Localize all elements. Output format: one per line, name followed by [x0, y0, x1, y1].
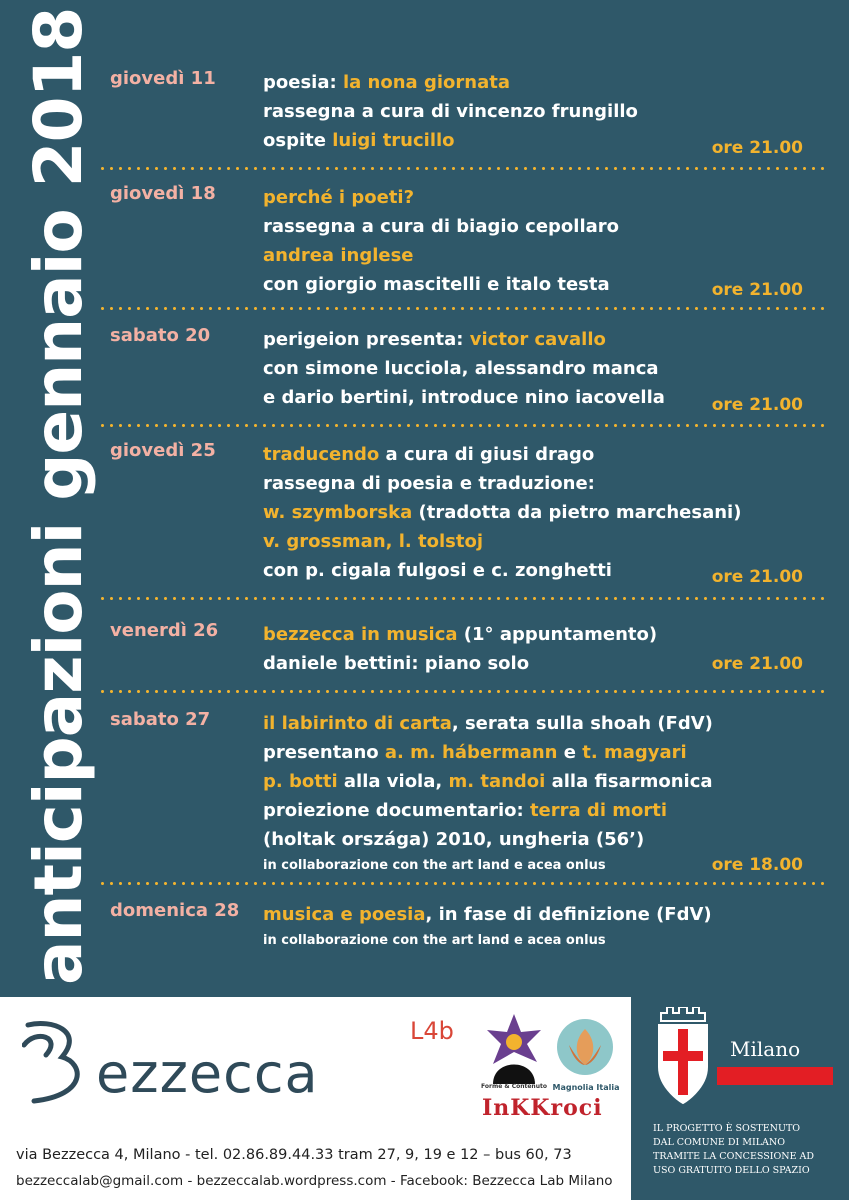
- event-text: in collaborazione con the art land e acea onlus: [263, 858, 606, 873]
- milano-text-line: DAL COMUNE DI MILANO: [653, 1137, 786, 1148]
- contact-online: bezzeccalab@gmail.com - bezzeccalab.wordpress.com - Facebook: Bezzecca Lab Milano: [16, 1173, 613, 1189]
- dotted-separator: [98, 690, 828, 693]
- event-line: [263, 767, 823, 796]
- event-text: rassegna a cura di vincenzo frungillo: [263, 101, 638, 122]
- event-time: ore 18.00: [711, 855, 803, 875]
- event-time: ore 21.00: [711, 567, 803, 587]
- logo-wordmark: ezzecca: [96, 1042, 319, 1105]
- event-text: e: [557, 742, 583, 763]
- highlight-text: v. grossman, l. tolstoj: [263, 531, 484, 552]
- highlight-text: m. tandoi: [448, 771, 546, 792]
- event-line: [263, 440, 823, 469]
- event-text: con giorgio mascitelli e italo testa: [263, 274, 610, 295]
- highlight-text: a. m. hábermann: [384, 742, 558, 763]
- highlight-text: il labirinto di carta: [263, 713, 452, 734]
- event-line: [263, 212, 823, 241]
- highlight-text: andrea inglese: [263, 245, 414, 266]
- event-line: [263, 469, 823, 498]
- event-line: [263, 900, 823, 929]
- event-day: giovedì 11: [110, 68, 216, 89]
- event-text: (holtak országa) 2010, ungheria (56’): [263, 829, 645, 850]
- highlight-text: t. magyari: [582, 742, 687, 763]
- event-text: con p. cigala fulgosi e c. zonghetti: [263, 560, 612, 581]
- event-time: ore 21.00: [711, 138, 803, 158]
- dotted-separator: [98, 424, 828, 427]
- event-line: [263, 325, 823, 354]
- milano-text-line: IL PROGETTO È SOSTENUTO: [653, 1123, 801, 1134]
- event-text: (1° appuntamento): [457, 624, 658, 645]
- contact-address: via Bezzecca 4, Milano - tel. 02.86.89.44.33 tram 27, 9, 19 e 12 – bus 60, 73: [16, 1147, 572, 1163]
- event-line: [263, 498, 823, 527]
- inkkroci-logo: InKKroci: [482, 1095, 603, 1121]
- event-day: giovedì 25: [110, 440, 216, 461]
- event-description: [263, 900, 823, 953]
- event-day: giovedì 18: [110, 183, 216, 204]
- milano-name: Milano: [730, 1037, 801, 1061]
- highlight-text: traducendo: [263, 444, 380, 465]
- event-line: [263, 620, 823, 649]
- event-line: [263, 527, 823, 556]
- event-line: [263, 354, 823, 383]
- event-line: [263, 183, 823, 212]
- milano-crest-icon: [653, 1007, 713, 1107]
- dotted-separator: [98, 597, 828, 600]
- event-day: sabato 27: [110, 709, 211, 730]
- event-line: [263, 241, 823, 270]
- event-text: rassegna di poesia e traduzione:: [263, 473, 595, 494]
- event-text: proiezione documentario:: [263, 800, 530, 821]
- event-description: [263, 709, 823, 878]
- event-day: domenica 28: [110, 900, 240, 921]
- event-text: ospite: [263, 130, 333, 151]
- footer: [0, 997, 849, 1200]
- forme-contenuto-logo-icon: [483, 1012, 545, 1084]
- highlight-text: musica e poesia: [263, 904, 426, 925]
- event-line: [263, 796, 823, 825]
- event-text: in collaborazione con the art land e acea onlus: [263, 933, 606, 948]
- event-day: sabato 20: [110, 325, 211, 346]
- dotted-separator: [98, 882, 828, 885]
- highlight-text: w. szymborska: [263, 502, 413, 523]
- event-line: [263, 68, 823, 97]
- highlight-text: bezzecca in musica: [263, 624, 458, 645]
- event-text: con simone lucciola, alessandro manca: [263, 358, 659, 379]
- highlight-text: luigi trucillo: [332, 130, 455, 151]
- event-day: venerdì 26: [110, 620, 219, 641]
- event-time: ore 21.00: [711, 280, 803, 300]
- bezzecca-logo-icon: [22, 1017, 92, 1107]
- milano-panel: [631, 997, 849, 1200]
- event-time: ore 21.00: [711, 395, 803, 415]
- event-text: , in fase di definizione (FdV): [425, 904, 712, 925]
- highlight-text: p. botti: [263, 771, 338, 792]
- dotted-separator: [98, 307, 828, 310]
- highlight-text: la nona giornata: [342, 72, 510, 93]
- event-text: poesia:: [263, 72, 343, 93]
- vertical-title: anticipazioni gennaio 2018: [20, 7, 97, 985]
- sponsor-b-label: Magnolia Italia: [552, 1083, 620, 1092]
- event-text: alla fisarmonica: [545, 771, 713, 792]
- milano-text-line: USO GRATUITO DELLO SPAZIO: [653, 1165, 810, 1176]
- event-text: alla viola,: [337, 771, 449, 792]
- event-text: perigeion presenta:: [263, 329, 470, 350]
- event-line: [263, 738, 823, 767]
- highlight-text: victor cavallo: [469, 329, 606, 350]
- logo-lab: L4b: [410, 1017, 454, 1045]
- event-description: [263, 440, 823, 585]
- milano-red-bar: [717, 1067, 833, 1085]
- event-line: [263, 825, 823, 854]
- event-text: daniele bettini: piano solo: [263, 653, 530, 674]
- sponsor-a-label: Forme & Contenuto: [481, 1083, 547, 1090]
- event-text: rassegna a cura di biagio cepollaro: [263, 216, 620, 237]
- milano-text-line: TRAMITE LA CONCESSIONE AD: [653, 1151, 815, 1162]
- event-text: presentano: [263, 742, 385, 763]
- event-text: a cura di giusi drago: [379, 444, 595, 465]
- event-time: ore 21.00: [711, 654, 803, 674]
- milano-support-text: [653, 1122, 843, 1178]
- dotted-separator: [98, 167, 828, 170]
- event-text: e dario bertini, introduce nino iacovella: [263, 387, 665, 408]
- event-line: [263, 97, 823, 126]
- highlight-text: terra di morti: [529, 800, 668, 821]
- magnolia-logo-icon: [555, 1015, 615, 1079]
- event-text: , serata sulla shoah (FdV): [451, 713, 713, 734]
- event-text: (tradotta da pietro marchesani): [412, 502, 742, 523]
- event-line: [263, 709, 823, 738]
- event-line: [263, 929, 823, 953]
- highlight-text: perché i poeti?: [263, 187, 415, 208]
